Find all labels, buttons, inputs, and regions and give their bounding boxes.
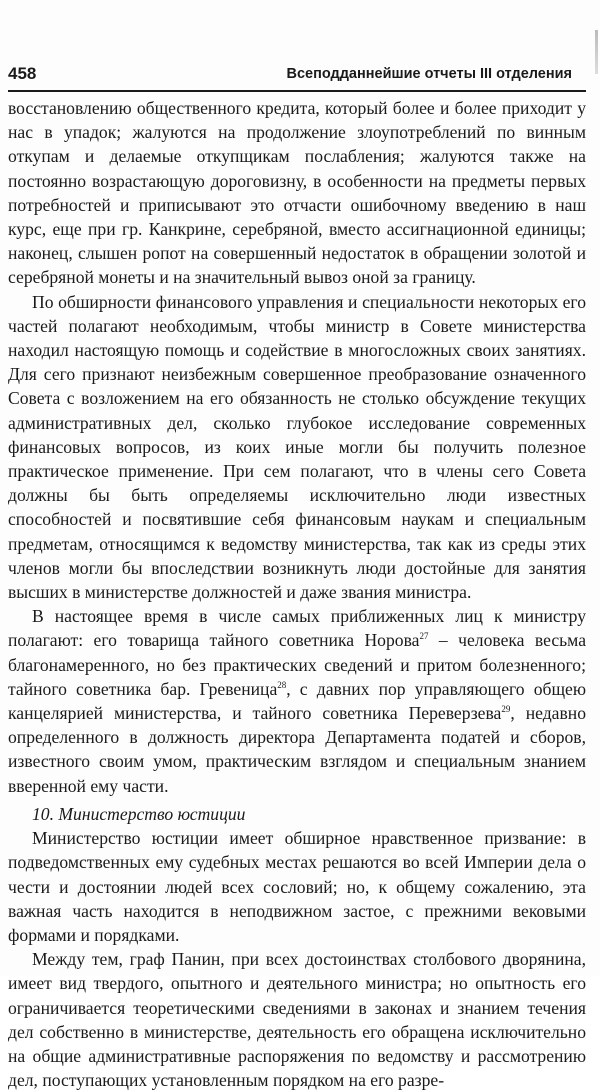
paragraph-3-part-a: В настоящее время в числе самых приближенных лиц к министру полагают: его товарища тайного советника Норова <box>8 606 586 651</box>
paragraph-3-part-b: – человека весьма благонамеренного, но без практических сведений и притом болезненного; тайного советника бар. Гревеница <box>8 630 587 699</box>
page-edge-mark <box>595 30 598 74</box>
paragraph-2: По обширности финансового управления и специальности некоторых его частей полагают необходимым, чтобы министр в Совете министерства находил настоящую помощь и содействие в многосложных своих занятиях. Для сего признают неизбежным совершенное преобразование означенного Совета с возложением на его обязанность не столько обсуждение текущих административных дел, сколько глубокое исследование современных финансовых вопросов, из коих иные могли бы получить полезное практическое применение. При сем полагают, что в члены сего Совета должны бы быть определяемы исключительно люди известных способностей и посвятившие себя финансовым наукам и специальным предметам, относящимся к ведомству министерства, так как из среды этих членов могли бы впоследствии возникнуть люди достойные для занятия высших в министерстве должностей и даже звания министра. <box>8 291 586 603</box>
paragraph-1: восстановлению общественного кредита, который более и более приходит у нас в упадок; жалуются на продолжение злоупотреблений по винным откупам и делаемые откупщикам послабления; жалуются также на постоянно возрастающую дороговизну, в особенности на предметы первых потребностей и приписывают это отчасти ошибочному введению в наш курс, еще при гр. Канкрине, серебряной, вместо ассигнационной единицы; наконец, слышен ропот на совершенный недостаток в обращении золотой и серебряной монеты и на значительный вывоз оной за границу. <box>8 98 586 288</box>
footnote-ref-27[interactable]: 27 <box>419 631 429 642</box>
paragraph-3-part-d: , недавно определенного в должность директора Департамента податей и сборов, известного своим умом, практическим взглядом и специальным знанием вверенной ему части. <box>8 703 586 796</box>
paragraph-4: Министерство юстиции имеет обширное нравственное призвание: в подведомственных ему судебных местах решаются во всей Империи дела о чести и достоянии людей всех сословий; но, к общему сожалению, эта важная часть находится в неподвижном застое, с прежними вековыми формами и порядками. <box>8 828 586 945</box>
page-header <box>8 64 586 92</box>
paragraph-3-part-c: , с давних пор управляющего общею канцелярией министерства, и тайного советника Переверзева <box>8 678 586 724</box>
paragraph-3 <box>8 604 586 798</box>
footnote-ref-28[interactable]: 28 <box>277 680 287 691</box>
section-heading: 10. Министерство юстиции <box>32 803 246 824</box>
paragraph-5: Между тем, граф Панин, при всех достоинствах столбового дворянина, имеет вид твердого, опытного и деятельного министра; но опытность его ограничивается теоретическими сведениями в законах и знанием течения дел собственно в министерстве, деятельность его обращена исключительно на общие административные распоряжения по ведомству и рассмотрению дел, поступающих установленным порядком на его разре- <box>8 949 586 1091</box>
page-number: 458 <box>8 64 37 83</box>
running-title: Всеподданнейшие отчеты III отделения <box>286 66 572 82</box>
body-text <box>8 96 586 1092</box>
footnote-ref-29[interactable]: 29 <box>501 704 511 715</box>
